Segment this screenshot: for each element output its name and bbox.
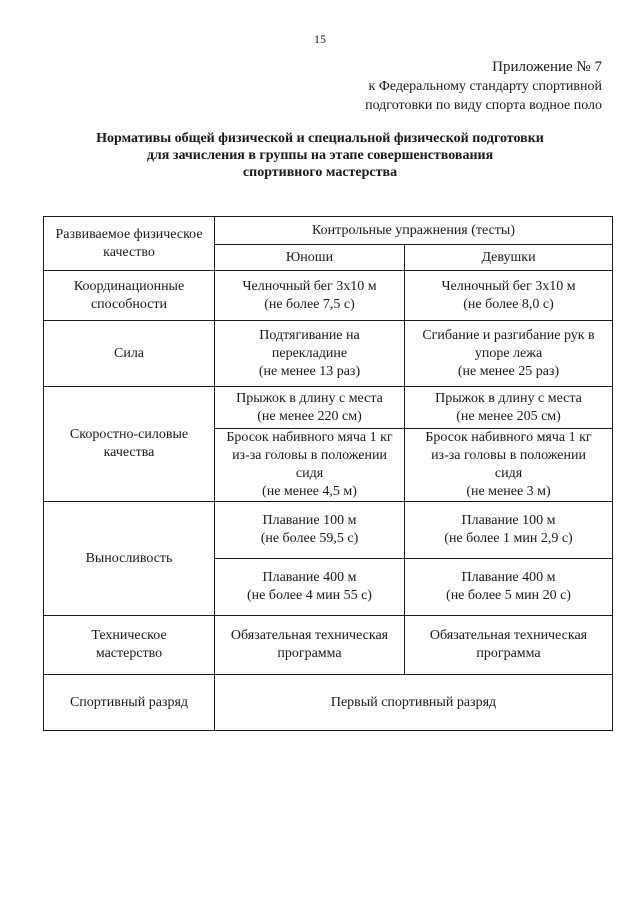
quality-speed-strength: Скоростно-силовые качества	[44, 387, 215, 502]
throw-girls-line-3: сидя	[494, 466, 523, 481]
table-row-speed-strength-jump	[44, 387, 613, 429]
strength-girls-cell	[405, 321, 613, 387]
technique-label-line-2: мастерство	[95, 646, 163, 661]
coordination-girls-norm: (не более 8,0 с)	[463, 296, 554, 312]
swim100-boys-test: Плавание 100 м	[262, 513, 357, 528]
throw-boys-line-1: Бросок набивного мяча 1 кг	[226, 430, 393, 445]
appendix-line-3: подготовки по виду спорта водное поло	[365, 98, 602, 113]
heading-line-3: спортивного мастерства	[242, 165, 398, 180]
table-header-row	[44, 217, 613, 245]
jump-boys-norm: (не менее 220 см)	[257, 408, 362, 424]
header-boys-cell: Юноши	[215, 245, 405, 271]
quality-rank: Спортивный разряд	[44, 675, 215, 731]
heading-line-2: для зачисления в группы на этапе совершенствования	[146, 148, 494, 163]
swim400-girls-norm: (не более 5 мин 20 с)	[446, 588, 571, 603]
heading-line-1: Нормативы общей физической и специальной физической подготовки	[96, 131, 544, 146]
technique-boys-line-2: программа	[277, 646, 342, 661]
swim400-boys-norm: (не более 4 мин 55 с)	[247, 588, 372, 603]
page-number: 15	[314, 32, 326, 46]
quality-endurance: Выносливость	[44, 502, 215, 616]
rank-value-cell: Первый спортивный разряд	[215, 675, 613, 731]
quality-strength: Сила	[44, 321, 215, 387]
throw-girls-line-2: из-за головы в положении	[431, 448, 586, 463]
throw-girls-norm: (не менее 3 м)	[466, 484, 551, 499]
swim100-girls-test: Плавание 100 м	[461, 513, 556, 528]
table-row-rank	[44, 675, 613, 731]
coordination-boys-norm: (не более 7,5 с)	[264, 296, 355, 312]
throw-girls-cell	[405, 429, 613, 502]
strength-girls-line-1: Сгибание и разгибание рук в	[422, 327, 595, 343]
throw-boys-cell	[215, 429, 405, 502]
appendix-reference	[282, 58, 602, 115]
jump-boys-cell	[215, 387, 405, 429]
coordination-boys-cell	[215, 271, 405, 321]
swim100-boys-norm: (не более 59,5 с)	[260, 531, 359, 546]
jump-girls-cell	[405, 387, 613, 429]
appendix-line-2: к Федеральному стандарту спортивной	[368, 79, 602, 94]
technique-boys-cell	[215, 616, 405, 675]
coordination-girls-test: Челночный бег 3х10 м	[441, 278, 576, 294]
document-heading	[40, 130, 600, 181]
table-row-technique	[44, 616, 613, 675]
strength-boys-line-2: перекладине	[271, 345, 348, 361]
quality-technique	[44, 616, 215, 675]
throw-girls-line-1: Бросок набивного мяча 1 кг	[425, 430, 592, 445]
technique-label-line-1: Техническое	[91, 628, 167, 643]
throw-boys-norm: (не менее 4,5 м)	[262, 484, 357, 499]
strength-girls-line-2: упоре лежа	[474, 345, 543, 361]
appendix-title: Приложение № 7	[492, 59, 602, 75]
header-girls-cell: Девушки	[405, 245, 613, 271]
strength-girls-norm: (не менее 25 раз)	[457, 363, 560, 379]
jump-girls-test: Прыжок в длину с места	[435, 390, 582, 406]
strength-boys-cell	[215, 321, 405, 387]
jump-girls-norm: (не менее 205 см)	[456, 408, 561, 424]
strength-boys-norm: (не менее 13 раз)	[258, 363, 361, 379]
quality-coordination: Координационные способности	[44, 271, 215, 321]
swim100-girls-cell	[405, 502, 613, 559]
header-quality-cell: Развиваемое физическое качество	[44, 217, 215, 271]
jump-boys-test: Прыжок в длину с места	[236, 390, 383, 406]
swim400-boys-test: Плавание 400 м	[262, 570, 357, 585]
throw-boys-line-2: из-за головы в положении	[232, 448, 387, 463]
table-row-coordination	[44, 271, 613, 321]
coordination-boys-test: Челночный бег 3х10 м	[242, 278, 377, 294]
technique-girls-line-1: Обязательная техническая	[429, 628, 588, 643]
swim100-girls-norm: (не более 1 мин 2,9 с)	[444, 531, 573, 546]
swim400-girls-cell	[405, 559, 613, 616]
table-row-strength	[44, 321, 613, 387]
header-tests-cell: Контрольные упражнения (тесты)	[215, 217, 613, 245]
coordination-girls-cell	[405, 271, 613, 321]
swim400-boys-cell	[215, 559, 405, 616]
technique-girls-cell	[405, 616, 613, 675]
technique-girls-line-2: программа	[476, 646, 541, 661]
norms-table	[43, 216, 613, 731]
swim400-girls-test: Плавание 400 м	[461, 570, 556, 585]
throw-boys-line-3: сидя	[295, 466, 324, 481]
table-row-endurance-100	[44, 502, 613, 559]
technique-boys-line-1: Обязательная техническая	[230, 628, 389, 643]
swim100-boys-cell	[215, 502, 405, 559]
strength-boys-line-1: Подтягивание на	[259, 327, 360, 343]
